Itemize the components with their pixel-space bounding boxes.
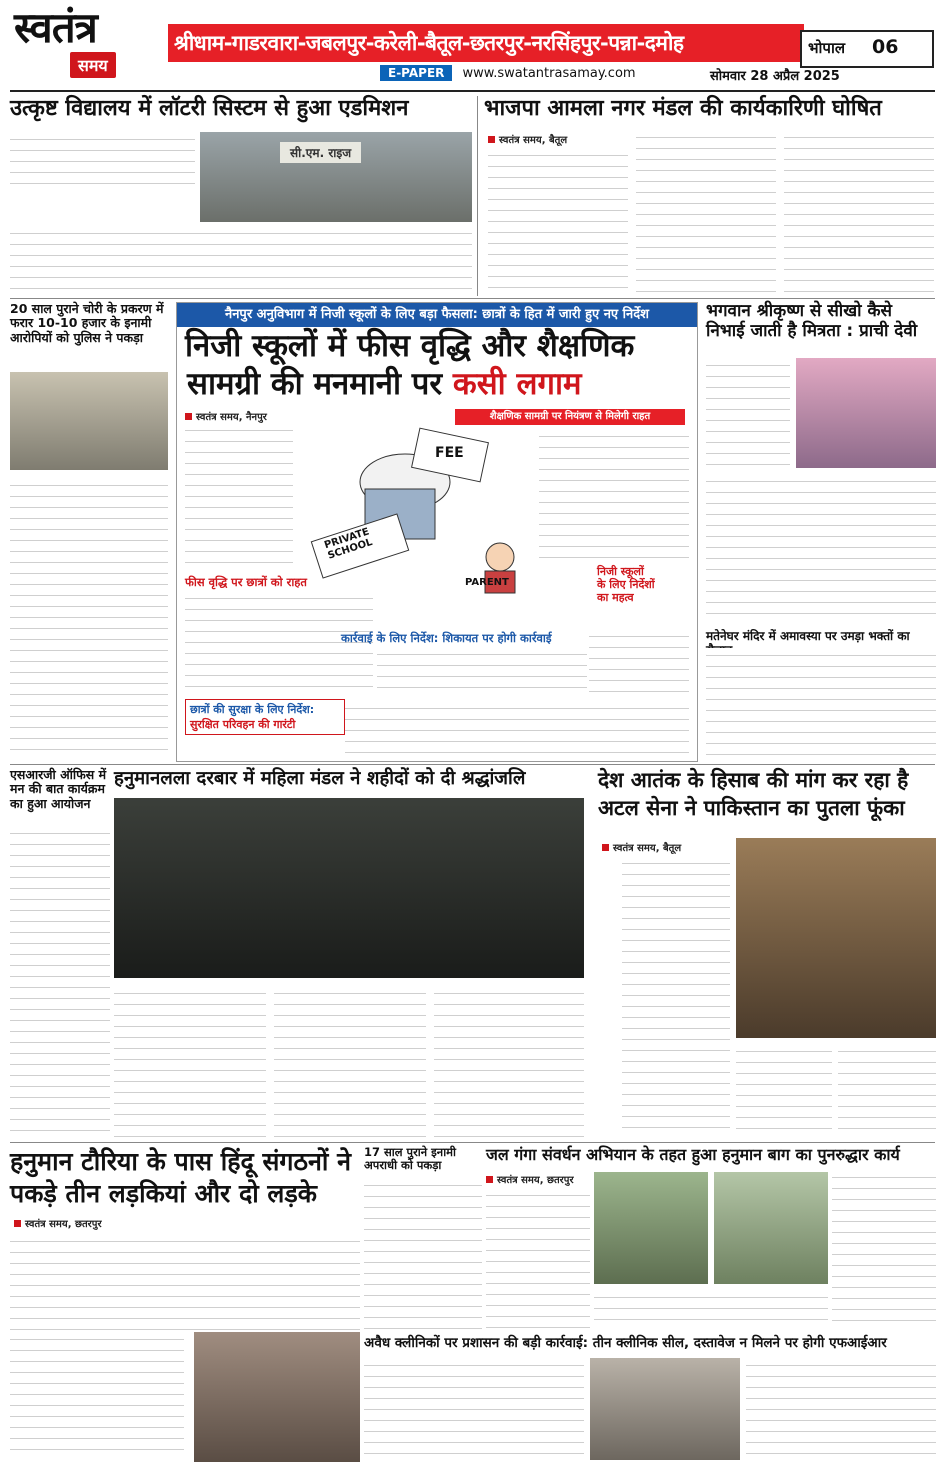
cartoon-illustration [295,427,535,595]
page-number: 06 [872,36,899,58]
edition-name: भोपाल [808,39,846,57]
story-sgr [10,768,110,1140]
story-text-2 [706,474,936,618]
story-text-2 [539,429,689,559]
headline: जल गंगा संवर्धन अभियान के तहत हुआ हनुमान बाग का पुनरुद्धार कार्य [486,1145,900,1164]
story-text [10,1234,360,1330]
headline-1: देश आतंक के हिसाब की मांग कर रहा है [598,768,909,792]
story-text [706,358,790,468]
story-clinics [364,1336,936,1462]
headline: भाजपा आमला नगर मंडल की कार्यकारिणी घोषित [484,96,882,121]
cartoon-school-label: PRIVATE SCHOOL [323,526,374,562]
headline: हनुमान टौरिया के पास हिंदू संगठनों ने पकड़े तीन लड़कियां और दो लड़के [10,1147,351,1208]
story-atal-sena [598,768,936,1140]
story-lottery [10,96,472,296]
byline: स्वतंत्र समय, बैतूल [488,132,567,146]
story-text-1 [185,423,293,563]
headline: 20 साल पुराने चोरी के प्रकरण में फरार 10-10 हजार के इनामी आरोपियों को पुलिस ने पकड़ा [10,301,164,345]
website-link[interactable]: www.swatantrasamay.com [462,66,636,81]
story-krishna [706,302,936,620]
cartoon [295,427,535,595]
epaper-label: E-PAPER [380,65,452,81]
headline: हनुमानलला दरबार में महिला मंडल ने शहीदों को दी श्रद्धांजलि [114,768,526,789]
cartoon-fee-label: FEE [435,445,464,461]
headline: अवैध क्लीनिकों पर प्रशासन की बड़ी कार्रवाई: तीन क्लीनिक सील, दस्तावेज न मिलने पर होगी एफआईआर [364,1335,887,1351]
garden-photo-2 [714,1172,828,1284]
parent-note-3: का महत्व [597,591,634,604]
story-col-1 [488,148,628,294]
logo-sub: समय [70,52,116,78]
story-text [364,1358,584,1460]
krishna-photo [796,358,936,468]
byline: स्वतंत्र समय, छतरपुर [14,1216,102,1230]
edition-box [800,30,934,68]
story-matenghar [706,630,936,758]
story-col-3 [434,986,584,1138]
story-text [10,826,110,1138]
effigy-photo [736,838,936,1038]
story-text-2 [736,1044,832,1138]
headline-line-2 [187,367,697,403]
story-text [706,648,936,756]
story-text [486,1188,590,1330]
headline: मतेनेघर मंदिर में अमावस्या पर उमड़ा भक्तों का [706,629,910,643]
story-text-2 [594,1290,828,1330]
logo-main: स्वतंत्र [14,3,97,52]
story-text [622,856,730,1136]
candle-march-photo [114,798,584,978]
story-text-5 [589,629,689,695]
headline: एसआरजी ऑफिस में मन की बात कार्यक्रम का हुआ आयोजन [10,767,107,811]
story-col-1 [114,986,266,1138]
story-text-2 [10,226,472,292]
headline: 17 साल पुराने इनामी अपराधी को पकड़ा [364,1145,457,1173]
headline: भगवान श्रीकृष्ण से सीखो कैसे निभाई जाती है मित्रता : प्राची देवी [706,301,918,341]
cartoon-parent-label: PARENT [465,577,509,588]
safety-line-1: छात्रों की सुरक्षा के लिए निर्देश: [190,703,315,716]
byline: स्वतंत्र समय, छतरपुर [486,1172,574,1186]
story-text-3 [838,1044,936,1138]
action-subhead: कार्रवाई के लिए निर्देश: शिकायत पर होगी कार्रवाई [341,631,552,645]
headline-line-1: निजी स्कूलों में फीस वृद्धि और शैक्षणिक [185,328,635,364]
story-col-2 [274,986,426,1138]
parent-note-1: निजी स्कूलों [597,565,644,578]
headline-2: अटल सेना ने पाकिस्तान का पुतला फूंका [598,796,905,821]
story-fees [176,302,698,762]
event-photo [200,132,472,222]
subhead-banner: शैक्षणिक सामग्री पर नियंत्रण से मिलेगी राहत [455,409,685,425]
story-seventeen-years [364,1146,482,1332]
story-text-3 [832,1170,936,1330]
row-rule [10,298,935,299]
safety-box [185,699,345,735]
story-text-2 [746,1358,936,1460]
row-rule-2 [10,764,935,765]
story-bjp-amla [484,96,936,296]
issue-date: सोमवार 28 अप्रैल 2025 [710,69,840,84]
fee-relief-subhead: फीस वृद्धि पर छात्रों को राहत [185,575,307,589]
parent-note-2: के लिए निर्देशों [597,578,655,591]
story-jal-ganga [486,1146,936,1332]
headline: उत्कृष्ट विद्यालय में लॉटरी सिस्टम से हुआ एडमिशन [10,96,409,121]
story-text [364,1178,482,1330]
crowd-photo [194,1332,360,1462]
story-col-3 [784,130,934,294]
masthead [0,0,945,92]
cities-bar: श्रीधाम-गाडरवारा-जबलपुर-करेली-बैतूल-छतरपुर-नरसिंहपुर-पन्ना-दमोह [168,24,804,62]
epaper-row [380,66,940,86]
safety-line-2: सुरक्षित परिवहन की गारंटी [190,718,296,731]
police-photo [10,372,168,470]
column-divider [477,96,478,296]
story-text [10,132,195,192]
story-hanuman-toriya [10,1146,360,1462]
kicker-banner: नैनपुर अनुविभाग में निजी स्कूलों के लिए बड़ा फैसला: छात्रों के हित में जारी हुए नए निर्देश [177,303,697,327]
byline: स्वतंत्र समय, नैनपुर [185,409,267,423]
clinic-photo [590,1358,740,1460]
garden-photo-1 [594,1172,708,1284]
story-text-6 [345,701,689,755]
story-theft [10,302,168,758]
story-text-4 [377,647,587,695]
story-text [10,478,168,756]
byline: स्वतंत्र समय, बैतूल [602,840,681,854]
story-hanumanlala [114,768,590,1140]
headline-part-a: सामग्री की मनमानी पर [187,366,443,402]
photo-banner: सी.एम. राइज [280,142,361,163]
story-col-2 [636,130,776,294]
headline-part-b: कसी लगाम [452,366,582,402]
masthead-rule [10,90,935,92]
row-rule-3 [10,1142,935,1143]
story-text-2 [10,1332,184,1460]
parent-note [597,565,691,604]
